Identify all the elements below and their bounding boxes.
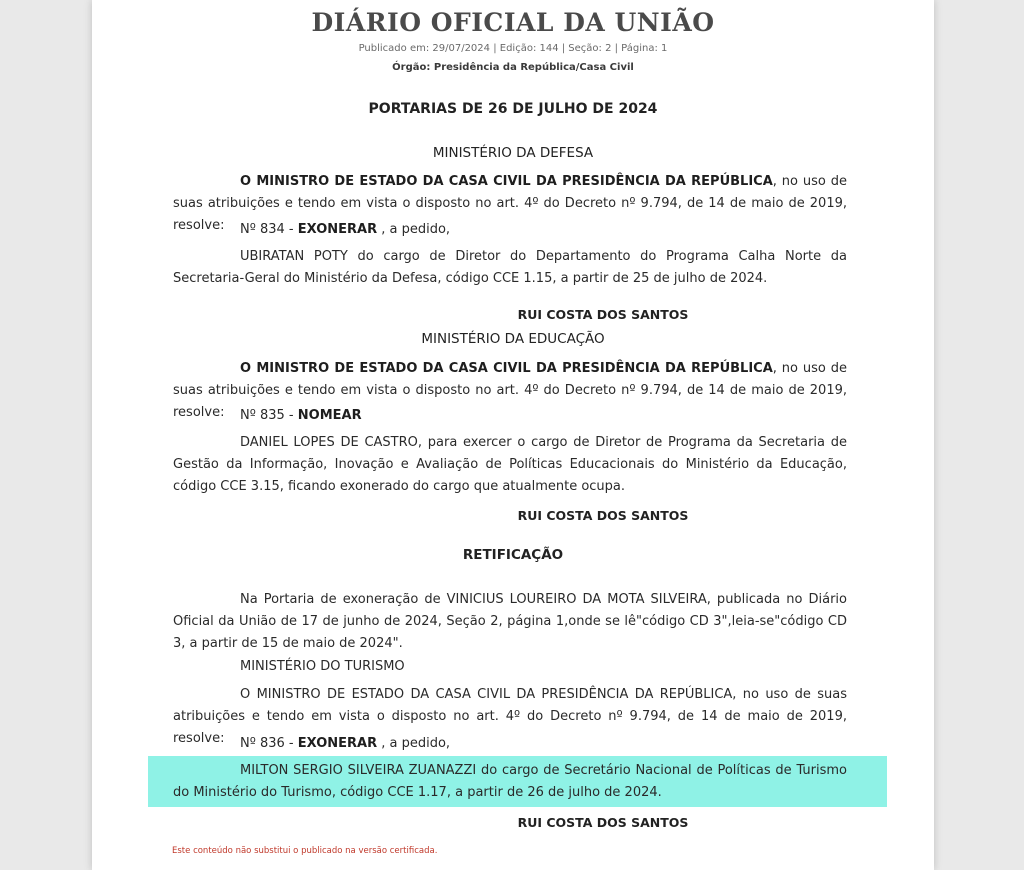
ministry-defesa-heading: MINISTÉRIO DA DEFESA <box>432 145 594 161</box>
defesa-action-suffix: , a pedido, <box>377 222 451 237</box>
educacao-number: Nº 835 - <box>240 408 298 423</box>
defesa-intro-rest: , no uso de suas atribuições e tendo em vista o disposto no art. 4º do Decreto nº 9.794, de 14 de maio de 2019, resolve: <box>173 174 847 233</box>
educacao-intro-bold: O MINISTRO DE ESTADO DA CASA CIVIL DA PRESIDÊNCIA DA REPÚBLICA <box>240 361 773 376</box>
publication-info: Publicado em: 29/07/2024 | Edição: 144 | Seção: 2 | Página: 1 <box>358 43 668 54</box>
turismo-action: EXONERAR <box>297 736 378 751</box>
document-title: PORTARIAS DE 26 DE JULHO DE 2024 <box>368 101 658 117</box>
turismo-signature: RUI COSTA DOS SANTOS <box>517 815 689 830</box>
retificacao-body: Na Portaria de exoneração de VINICIUS LOUREIRO DA MOTA SILVEIRA, publicada no Diário Oficial da União de 17 de junho de 2024, Seção 2, página 1,onde se lê"código CD 3",leia-se"código CD 3, a partir de 15 de maio de 2024". <box>173 592 847 651</box>
turismo-number: Nº 836 - <box>240 736 298 751</box>
retificacao-heading: RETIFICAÇÃO <box>462 547 564 563</box>
educacao-portaria-line <box>240 405 362 427</box>
document-page <box>92 0 934 870</box>
defesa-intro-bold: O MINISTRO DE ESTADO DA CASA CIVIL DA PRESIDÊNCIA DA REPÚBLICA <box>240 174 773 189</box>
masthead-title: DIÁRIO OFICIAL DA UNIÃO <box>311 8 715 37</box>
educacao-body: DANIEL LOPES DE CASTRO, para exercer o cargo de Diretor de Programa da Secretaria de Gestão da Informação, Inovação e Avaliação de Políticas Educacionais do Ministério da Educação, código CCE 3.15, ficando exonerado do cargo que atualmente ocupa. <box>173 435 847 494</box>
defesa-action: EXONERAR <box>297 222 378 237</box>
ministry-educacao-heading: MINISTÉRIO DA EDUCAÇÃO <box>421 331 605 347</box>
educacao-signature: RUI COSTA DOS SANTOS <box>517 508 689 523</box>
turismo-action-suffix: , a pedido, <box>377 736 451 751</box>
educacao-intro-rest: , no uso de suas atribuições e tendo em vista o disposto no art. 4º do Decreto nº 9.794, de 14 de maio de 2019, resolve: <box>173 361 847 420</box>
educacao-action: NOMEAR <box>297 408 362 423</box>
disclaimer-note: Este conteúdo não substitui o publicado na versão certificada. <box>172 846 438 856</box>
turismo-portaria-line <box>240 733 450 755</box>
defesa-signature: RUI COSTA DOS SANTOS <box>517 307 689 322</box>
orgao-line: Órgão: Presidência da República/Casa Civil <box>392 62 634 73</box>
turismo-body: MILTON SERGIO SILVEIRA ZUANAZZI do cargo de Secretário Nacional de Políticas de Turismo do Ministério do Turismo, código CCE 1.17, a partir de 26 de julho de 2024. <box>173 763 847 800</box>
defesa-body: UBIRATAN POTY do cargo de Diretor do Departamento do Programa Calha Norte da Secretaria-Geral do Ministério da Defesa, código CCE 1.15, a partir de 25 de julho de 2024. <box>173 249 847 286</box>
defesa-portaria-line <box>240 219 450 241</box>
turismo-intro: O MINISTRO DE ESTADO DA CASA CIVIL DA PRESIDÊNCIA DA REPÚBLICA, no uso de suas atribuições e tendo em vista o disposto no art. 4º do Decreto nº 9.794, de 14 de maio de 2019, resolve: <box>173 687 847 746</box>
defesa-number: Nº 834 - <box>240 222 298 237</box>
ministry-turismo-heading: MINISTÉRIO DO TURISMO <box>240 659 405 674</box>
